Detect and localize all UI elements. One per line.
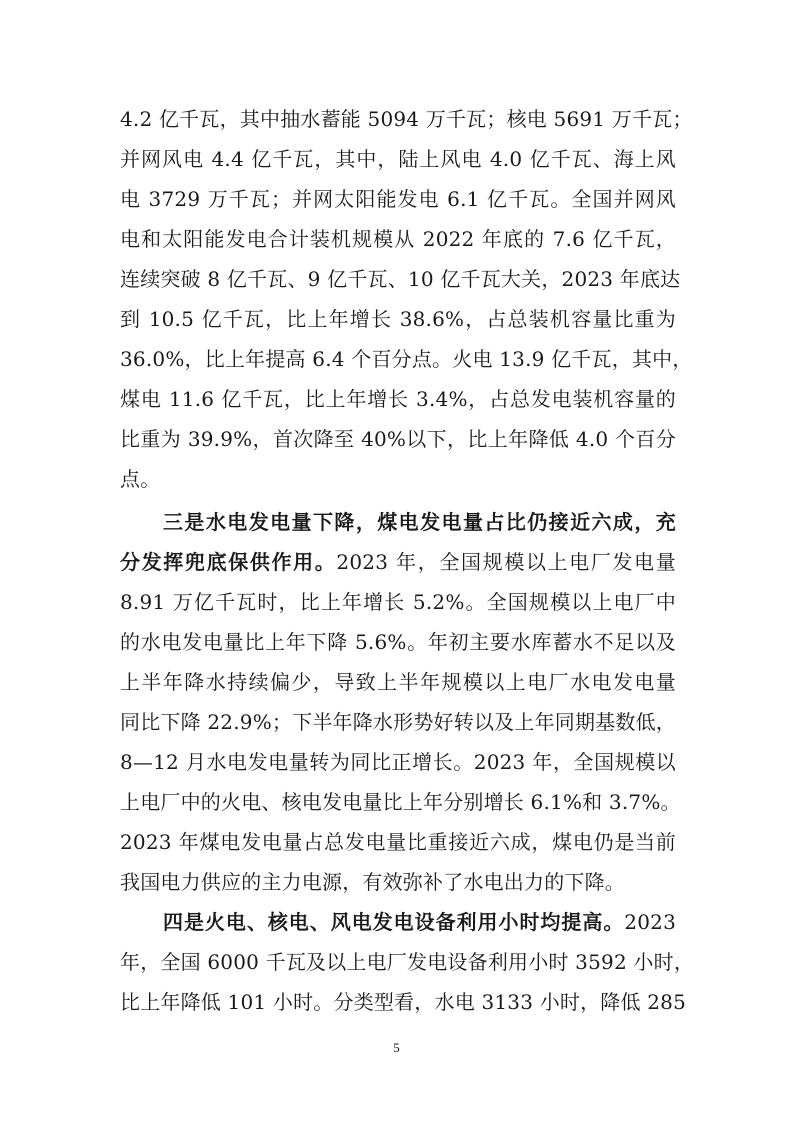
paragraph-line: 到 10.5 亿千瓦，比上年增长 38.6%，占总装机容量比重为 xyxy=(120,307,676,331)
paragraph-line: 电和太阳能发电合计装机规模从 2022 年底的 7.6 亿千瓦， xyxy=(120,227,676,251)
paragraph-line: 36.0%，比上年提高 6.4 个百分点。火电 13.9 亿千瓦，其中， xyxy=(120,347,693,371)
paragraph-line: 2023 年煤电发电量占总发电量比重接近六成，煤电仍是当前 xyxy=(120,830,676,854)
paragraph-line: 比上年降低 101 小时。分类型看，水电 3133 小时，降低 285 xyxy=(120,990,687,1014)
paragraph-line: 比重为 39.9%，首次降至 40%以下，比上年降低 4.0 个百分 xyxy=(120,427,676,451)
paragraph-line: 点。 xyxy=(120,467,161,491)
paragraph-line: 8—12 月水电发电量转为同比正增长。2023 年，全国规模以 xyxy=(120,750,676,774)
paragraph-line: 上电厂中的火电、核电发电量比上年分别增长 6.1%和 3.7%。 xyxy=(120,790,681,814)
paragraph-line xyxy=(163,907,676,937)
paragraph-line: 电 3729 万千瓦；并网太阳能发电 6.1 亿千瓦。全国并网风 xyxy=(120,187,676,211)
section-heading-continuation: 分发挥兜底保供作用。 xyxy=(120,550,337,574)
section-heading: 三是水电发电量下降，煤电发电量占比仍接近六成，充 xyxy=(163,510,676,534)
paragraph-line: 8.91 万亿千瓦时，比上年增长 5.2%。全国规模以上电厂中 xyxy=(120,590,676,614)
paragraph-line: 连续突破 8 亿千瓦、9 亿千瓦、10 亿千瓦大关，2023 年底达 xyxy=(120,267,681,291)
paragraph-line: 4.2 亿千瓦，其中抽水蓄能 5094 万千瓦；核电 5691 万千瓦； xyxy=(120,107,693,131)
paragraph-line: 的水电发电量比上年下降 5.6%。年初主要水库蓄水不足以及 xyxy=(120,630,676,654)
paragraph-line: 上半年降水持续偏少，导致上半年规模以上电厂水电发电量 xyxy=(120,670,676,694)
paragraph-line: 并网风电 4.4 亿千瓦，其中，陆上风电 4.0 亿千瓦、海上风 xyxy=(120,147,676,171)
paragraph-line: 年，全国 6000 千瓦及以上电厂发电设备利用小时 3592 小时， xyxy=(120,950,695,974)
page-number: 5 xyxy=(393,1040,400,1055)
paragraph-line: 煤电 11.6 亿千瓦，比上年增长 3.4%，占总发电装机容量的 xyxy=(120,387,676,411)
paragraph-line: 同比下降 22.9%；下半年降水形势好转以及上年同期基数低， xyxy=(120,710,676,734)
paragraph-line xyxy=(120,547,676,577)
paragraph-text: 2023 年，全国规模以上电厂发电量 xyxy=(336,550,677,574)
section-heading: 四是火电、核电、风电发电设备利用小时均提高。 xyxy=(163,910,625,934)
paragraph-text: 2023 xyxy=(624,910,676,934)
paragraph-line: 我国电力供应的主力电源，有效弥补了水电出力的下降。 xyxy=(120,870,625,894)
